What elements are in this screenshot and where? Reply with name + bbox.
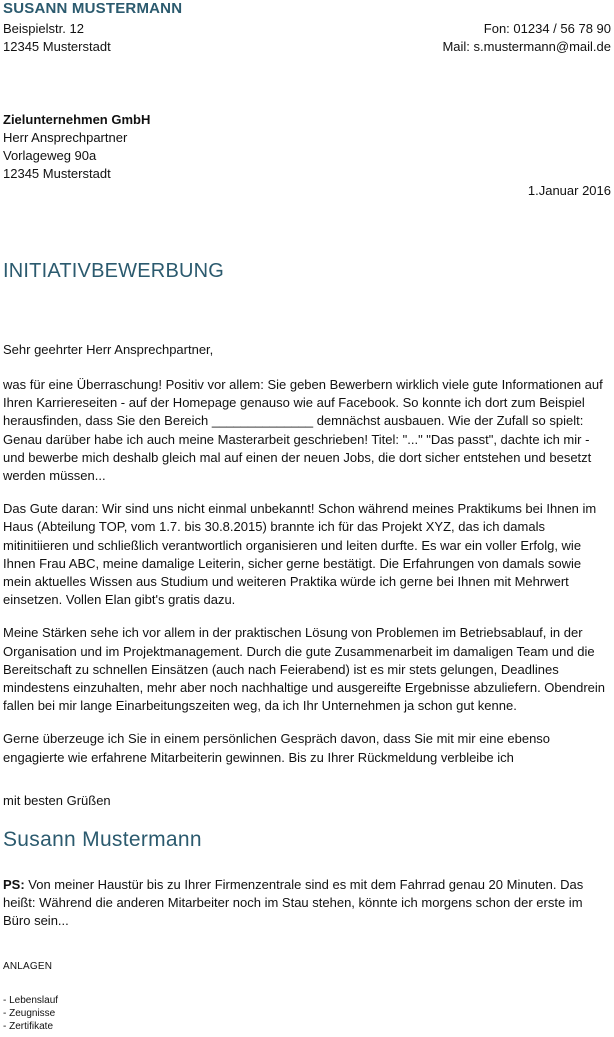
- body-paragraph: Gerne überzeuge ich Sie in einem persönlichen Gespräch davon, dass Sie mit mir eine ebenso engagierte wie erfahrene Mitarbeiterin gewinnen. Bis zu Ihrer Rückmeldung verbleibe ich: [3, 731, 551, 765]
- attachment-item: - Lebenslauf: [3, 995, 59, 1006]
- recipient-street: Vorlageweg 90a: [3, 148, 97, 163]
- letter-body: [3, 376, 611, 767]
- sender-street: Beispielstr. 12: [3, 21, 84, 36]
- letter-subject: INITIATIVBEWERBUNG: [3, 260, 225, 282]
- sender-mail: Mail: s.mustermann@mail.de: [442, 39, 611, 54]
- recipient-address: [3, 111, 150, 183]
- attachments-list: [3, 994, 58, 1033]
- ps-label: PS:: [3, 877, 25, 892]
- recipient-company: Zielunternehmen GmbH: [3, 112, 151, 127]
- attachment-item: - Zeugnisse: [3, 1008, 56, 1019]
- sender-contact: [442, 20, 611, 56]
- sender-city: 12345 Musterstadt: [3, 39, 111, 54]
- recipient-city: 12345 Musterstadt: [3, 166, 111, 181]
- ps-text: Von meiner Haustür bis zu Ihrer Firmenzentrale sind es mit dem Fahrrad genau 20 Minuten. Das heißt: Während die anderen Mitarbeiter noch im Stau stehen, könnte ich morgens schon der erste im Büro sein...: [3, 877, 584, 929]
- sender-address: [3, 20, 111, 56]
- letter-date: 1.Januar 2016: [527, 183, 611, 198]
- salutation: Sehr geehrter Herr Ansprechpartner,: [3, 342, 214, 357]
- postscript: [3, 876, 611, 931]
- sender-phone: Fon: 01234 / 56 78 90: [483, 21, 611, 36]
- sender-name: SUSANN MUSTERMANN: [3, 0, 183, 17]
- attachment-item: - Zertifikate: [3, 1021, 54, 1032]
- body-paragraph: Meine Stärken sehe ich vor allem in der praktischen Lösung von Problemen im Betriebsablauf, in der Organisation und im Projektmanagement. Durch die gute Zusammenarbeit im damaligen Team und die Bereitschaft zu schnellen Einsätzen (auch nach Feierabend) ist es mir stets gelungen, Deadlines mindestens einzuhalten, mehr aber noch nachhaltige und ausgereifte Ergebnisse abzuliefern. Obendrein fallen bei mir lange Einarbeitungszeiten weg, da ich Ihr Unternehmen ja schon gut kenne.: [3, 625, 605, 714]
- body-paragraph: Das Gute daran: Wir sind uns nicht einmal unbekannt! Schon während meines Praktikums bei Ihnen im Haus (Abteilung TOP, vom 1.7. bis 30.8.2015) brannte ich für das Projekt XYZ, das ich damals mitinitiieren und schließlich verantwortlich organisieren und leiten durfte. Es war ein voller Erfolg, wie Ihnen Frau ABC, meine damalige Leiterin, sicher gerne bestätigt. Die Erfahrungen von damals sowie mein aktuelles Wissen aus Studium und weiteren Praktika würde ich gerne bei Ihnen mit Mehrwert einsetzen. Vollen Elan gibt's gratis dazu.: [3, 501, 597, 608]
- closing: mit besten Grüßen: [3, 793, 111, 808]
- body-paragraph: was für eine Überraschung! Positiv vor allem: Sie geben Bewerbern wirklich viele gute Informationen auf Ihren Karriereseiten - auf der Homepage genauso wie auf Facebook. So konnte ich dort zum Beispiel herausfinden, dass Sie den Bereich ______________ demnächst ausbauen. Wie der Zufall so spielt: Genau darüber habe ich auch meine Masterarbeit geschrieben! Titel: "..." "Das passt", dachte ich mir - und bewerbe mich deshalb gleich mal auf einen der neuen Jobs, die dort sicher entstehen und besetzt werden müssen...: [3, 377, 603, 484]
- signature: Susann Mustermann: [3, 828, 202, 851]
- attachments-title: ANLAGEN: [3, 961, 53, 972]
- recipient-contact: Herr Ansprechpartner: [3, 130, 128, 145]
